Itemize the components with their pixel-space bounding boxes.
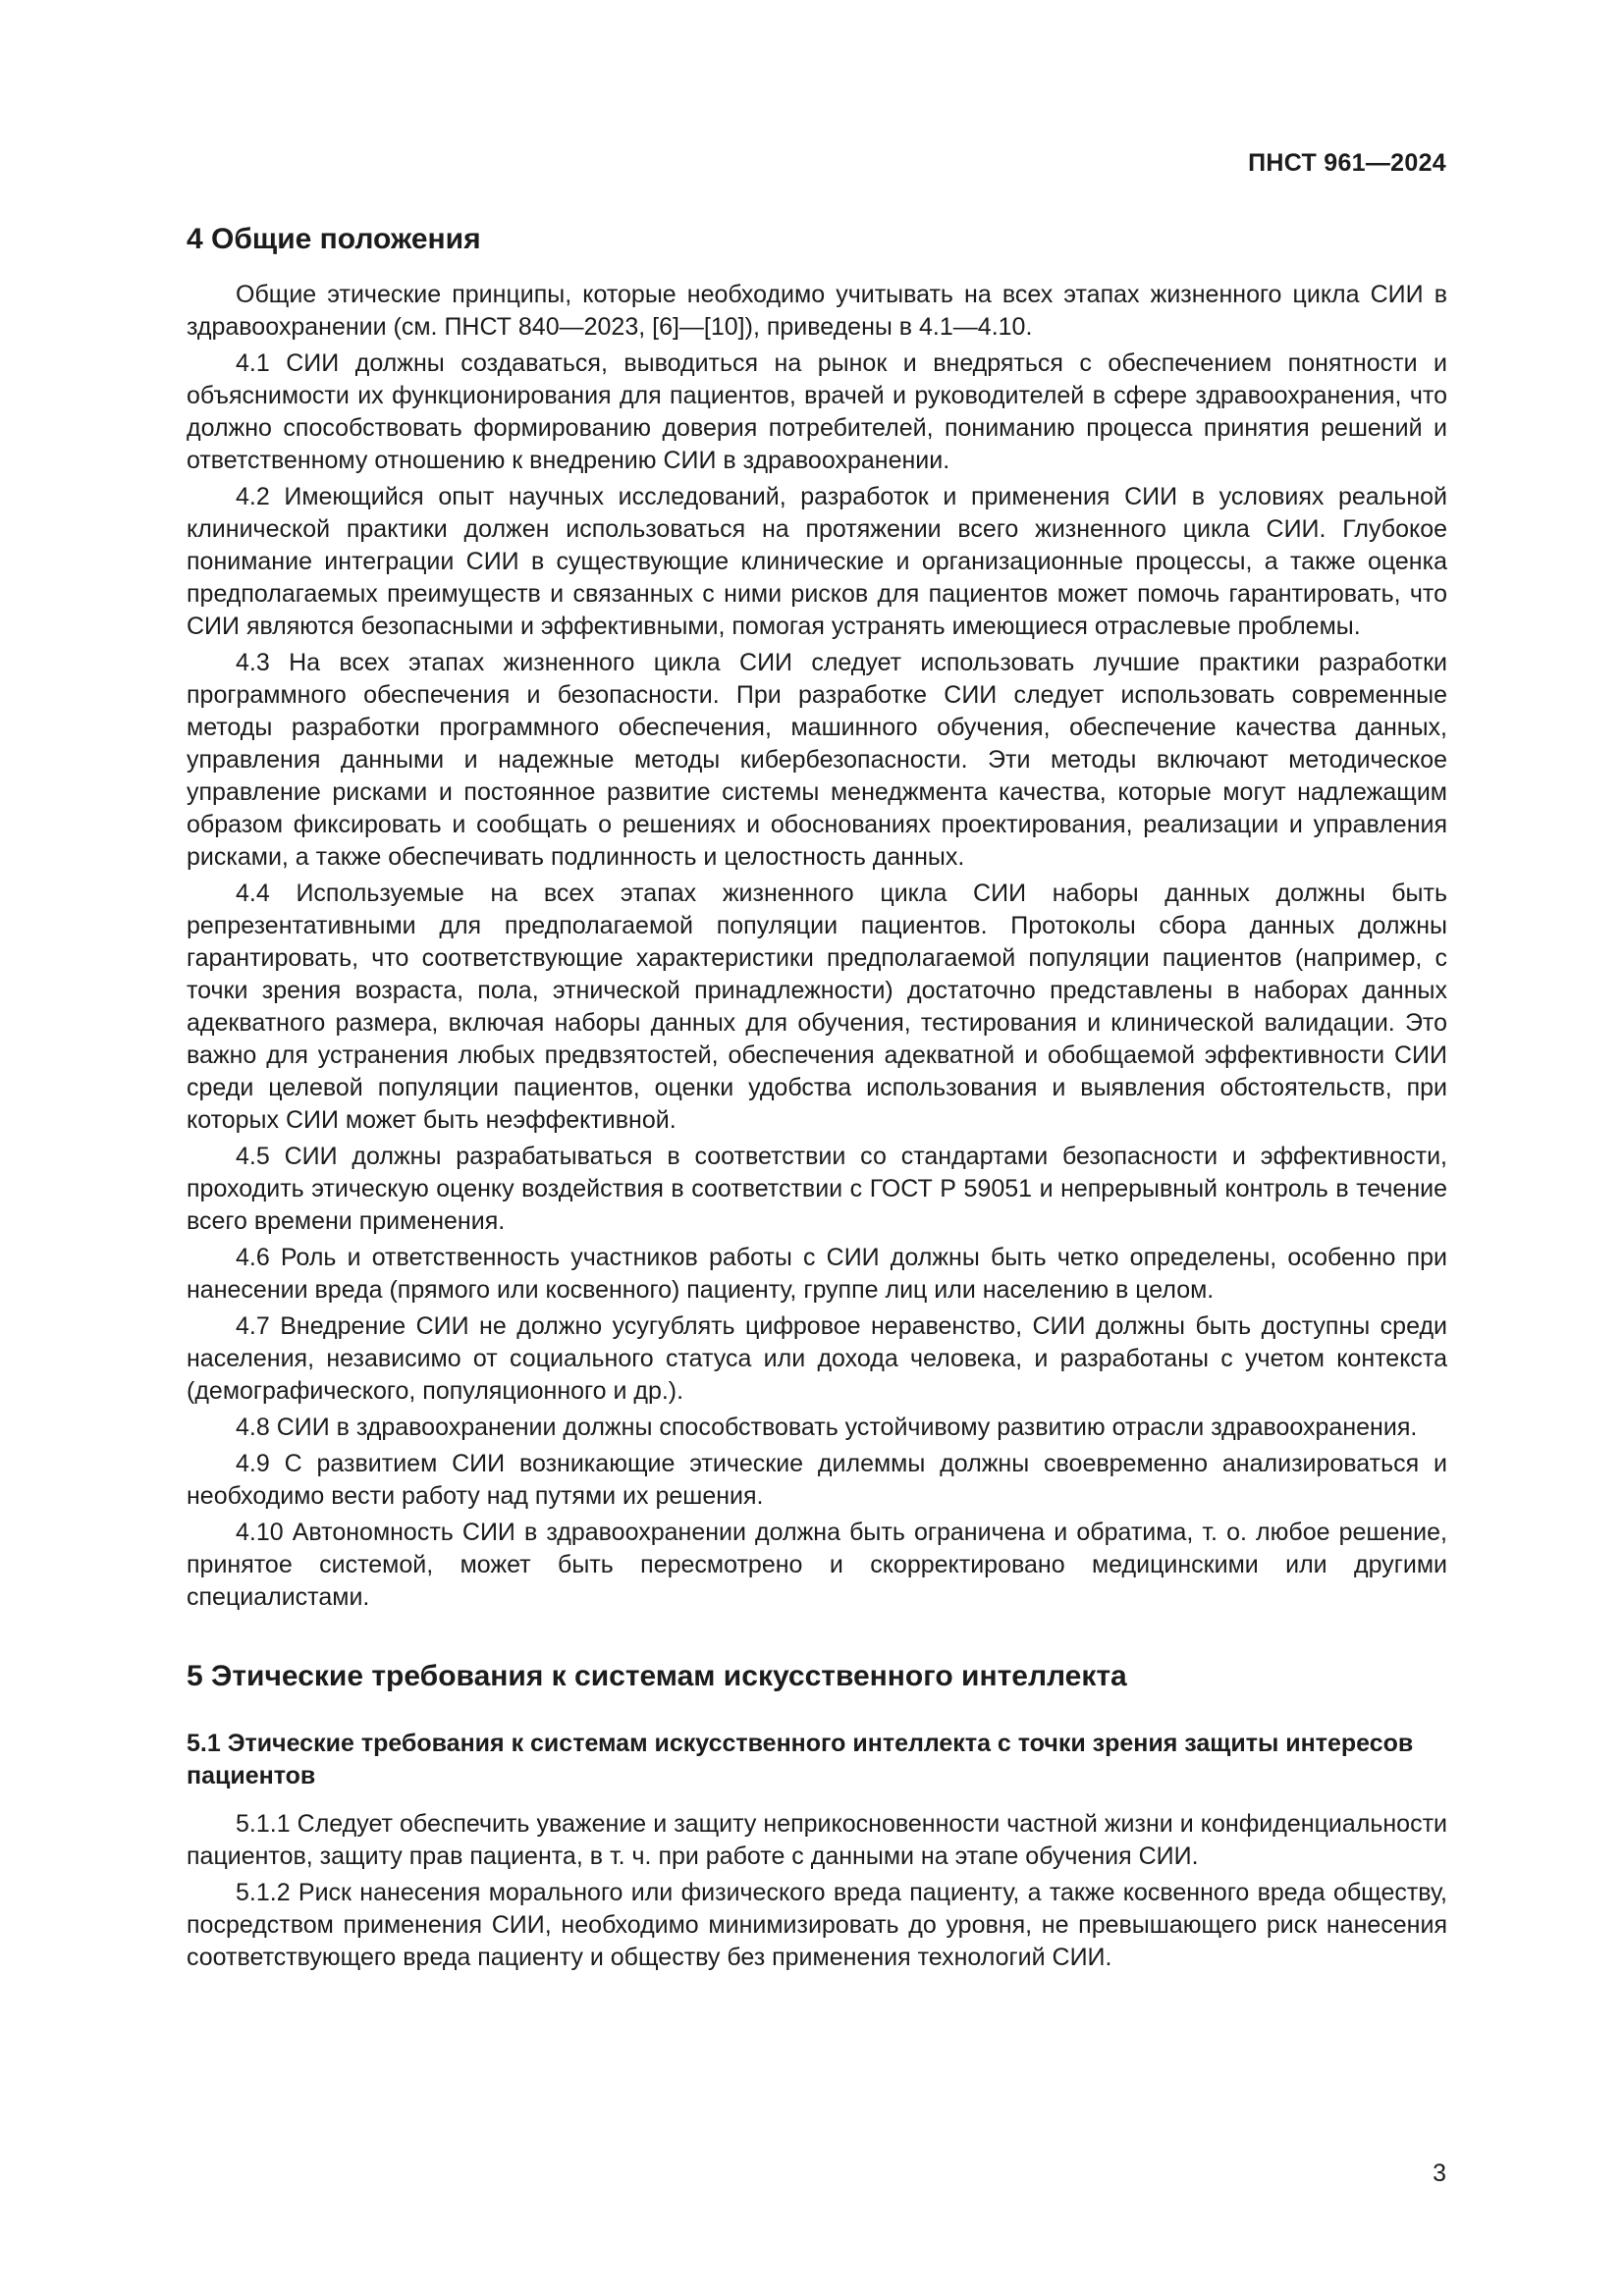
clause-4-10: 4.10 Автономность СИИ в здравоохранении должна быть ограничена и обратима, т. о. любое решение, принятое системой, может быть пересмотрено и скорректировано медицинскими или другими специалистами. xyxy=(187,1519,1447,1611)
clause-4-7: 4.7 Внедрение СИИ не должно усугублять цифровое неравенство, СИИ должны быть доступны среди населения, независимо от социального статуса или дохода человека, и разработаны с учетом контекста (демографического, популяционного и др.). xyxy=(187,1312,1447,1405)
clause-4-3: 4.3 На всех этапах жизненного цикла СИИ следует использовать лучшие практики разработки программного обеспечения и безопасности. При разработке СИИ следует использовать современные методы разработки программного обеспечения, машинного обучения, обеспечение качества данных, управления данными и надежные методы кибербезопасности. Эти методы включают методическое управление рисками и постоянное развитие системы менеджмента качества, которые могут надлежащим образом фиксировать и сообщать о решениях и обоснованиях проектирования, реализации и управления рисками, а также обеспечивать подлинность и целостность данных. xyxy=(187,649,1447,871)
clause-4-4: 4.4 Используемые на всех этапах жизненного цикла СИИ наборы данных должны быть репрезентативными для предполагаемой популяции пациентов. Протоколы сбора данных должны гарантировать, что соответствующие характеристики предполагаемой популяции пациентов (например, с точки зрения возраста, пола, этнической принадлежности) достаточно представлены в наборах данных адекватного размера, включая наборы данных для обучения, тестирования и клинической валидации. Это важно для устранения любых предвзятостей, обеспечения адекватной и обобщаемой эффективности СИИ среди целевой популяции пациентов, оценки удобства использования и выявления обстоятельств, при которых СИИ может быть неэффективной. xyxy=(187,880,1447,1134)
document-body xyxy=(187,220,1447,1978)
subsection-5-1-title: 5.1 Этические требования к системам искусственного интеллекта с точки зрения защиты интересов пациентов xyxy=(187,1730,1414,1789)
clause-5-1-2: 5.1.2 Риск нанесения морального или физического вреда пациенту, а также косвенного вреда обществу, посредством применения СИИ, необходимо минимизировать до уровня, не превышающего риск нанесения соответствующего вреда пациенту и обществу без применения технологий СИИ. xyxy=(187,1879,1447,1971)
clause-4-6: 4.6 Роль и ответственность участников работы с СИИ должны быть четко определены, особенно при нанесении вреда (прямого или косвенного) пациенту, группе лиц или населению в целом. xyxy=(187,1244,1447,1304)
section-4-title: 4 Общие положения xyxy=(187,223,481,255)
section-4-intro: Общие этические принципы, которые необходимо учитывать на всех этапах жизненного цикла СИИ в здравоохранении (см. ПНСТ 840—2023, [6]—[10]), приведены в 4.1—4.10. xyxy=(187,281,1447,341)
clause-4-5: 4.5 СИИ должны разрабатываться в соответствии со стандартами безопасности и эффективности, проходить этическую оценку воздействия в соответствии с ГОСТ Р 59051 и непрерывный контроль в течение всего времени применения. xyxy=(187,1143,1447,1235)
clause-4-9: 4.9 С развитием СИИ возникающие этические дилеммы должны своевременно анализироваться и необходимо вести работу над путями их решения. xyxy=(187,1450,1447,1510)
clause-4-1: 4.1 СИИ должны создаваться, выводиться на рынок и внедряться с обеспечением понятности и объяснимости их функционирования для пациентов, врачей и руководителей в сфере здравоохранения, что должно способствовать формированию доверия потребителей, пониманию процесса принятия решений и ответственному отношению к внедрению СИИ в здравоохранении. xyxy=(187,349,1447,474)
clause-5-1-1: 5.1.1 Следует обеспечить уважение и защиту неприкосновенности частной жизни и конфиденциальности пациентов, защиту прав пациента, в т. ч. при работе с данными на этапе обучения СИИ. xyxy=(187,1810,1447,1870)
document-code: ПНСТ 961—2024 xyxy=(1248,149,1446,177)
page-number: 3 xyxy=(1433,2160,1446,2187)
clause-4-2: 4.2 Имеющийся опыт научных исследований, разработок и применения СИИ в условиях реальной клинической практики должен использоваться на протяжении всего жизненного цикла СИИ. Глубокое понимание интеграции СИИ в существующие клинические и организационные процессы, а также оценка предполагаемых преимуществ и связанных с ними рисков для пациентов может помочь гарантировать, что СИИ являются безопасными и эффективными, помогая устранять имеющиеся отраслевые проблемы. xyxy=(187,483,1447,640)
section-5-title: 5 Этические требования к системам искусственного интеллекта xyxy=(187,1660,1127,1692)
clause-4-8: 4.8 СИИ в здравоохранении должны способствовать устойчивому развитию отрасли здравоохранения. xyxy=(236,1414,1418,1441)
